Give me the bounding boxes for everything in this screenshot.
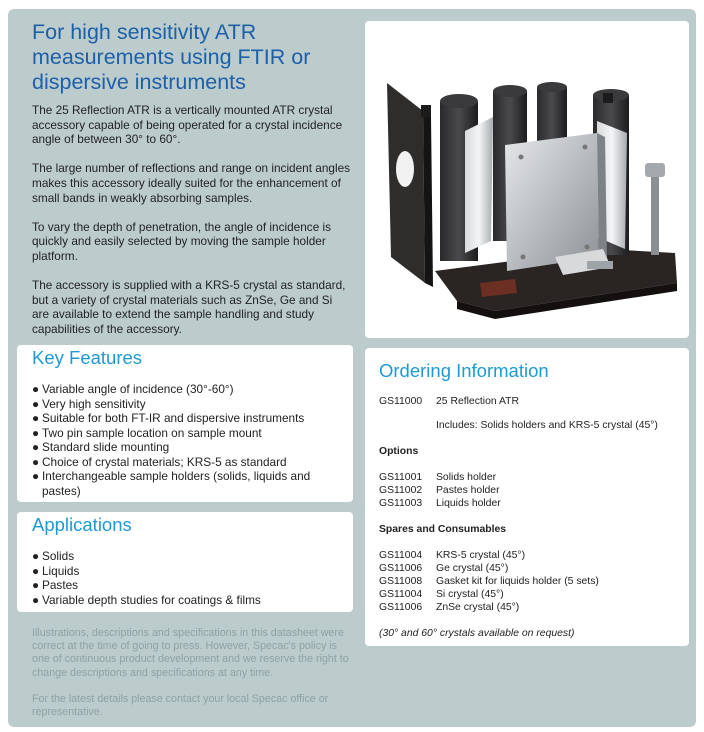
list-item: ● Variable angle of incidence (30°-60°) [32,382,234,396]
part-description: Gasket kit for liquids holder (5 sets) [436,576,599,587]
page-title: For high sensitivity ATR measurements using FTIR or dispersive instruments [32,20,311,94]
key-features-panel [17,345,353,502]
list-item: ● Solids [32,549,75,563]
key-features-heading: Key Features [32,347,143,368]
disclaimer-paragraph: Illustrations, descriptions and specifications in this datasheet were correct at the time of going to press. However, Specac's policy is one of continuous product development and we reserve the right to change descriptions and specifications at any time. [32,627,349,679]
key-features-list [32,382,332,498]
part-description: Si crystal (45°) [436,589,504,600]
list-item: ● Very high sensitivity [32,396,146,411]
bullet-icon: ● [32,578,40,592]
ordering-table [379,395,679,640]
list-item: ● Pastes [32,578,79,592]
ordering-row [379,484,679,497]
ordering-row [379,575,679,588]
disclaimer-text [32,627,350,732]
list-item: ● Suitable for both FT-IR and dispersive instruments [32,411,305,425]
part-description: Liquids holder [436,498,501,509]
intro-text [32,103,352,351]
list-item: ● Two pin sample location on sample mount [32,425,262,440]
bullet-icon: ● [32,454,40,469]
ordering-row [379,395,679,408]
list-item: ● Choice of crystal materials; KRS-5 as standard [32,454,287,469]
product-photo [365,21,689,338]
intro-paragraph: The large number of reflections and range on incident angles makes this accessory ideally suited for the enhancement of small bands in weakly absorbing samples. [32,161,351,205]
ordering-row [379,601,679,614]
ordering-information-panel [365,348,689,646]
part-code: GS11004 [379,589,423,600]
part-code: GS11003 [379,498,423,509]
applications-panel [17,512,353,612]
bullet-icon: ● [32,563,40,578]
part-description: Solids holder [436,472,497,483]
bullet-icon: ● [32,592,40,607]
bullet-icon: ● [32,411,40,425]
includes-text: Includes: Solids holders and KRS-5 crystal (45°) [436,420,658,431]
intro-paragraph: The 25 Reflection ATR is a vertically mounted ATR crystal accessory capable of being operated for a crystal incidence angle of between 30° to 60°. [32,103,343,147]
availability-note: (30° and 60° crystals available on request) [379,628,575,639]
part-code: GS11001 [379,472,423,483]
ordering-row [379,419,679,432]
part-description: 25 Reflection ATR [436,396,519,407]
part-description: Ge crystal (45°) [436,563,509,574]
list-item: ● Interchangeable sample holders (solids, liquids and pastes) [32,469,311,498]
bullet-icon: ● [32,440,40,454]
ordering-row [379,562,679,575]
bullet-icon: ● [32,469,40,483]
part-code: GS11006 [379,563,423,574]
ordering-row [379,497,679,510]
part-code: GS11002 [379,485,423,496]
intro-paragraph: The accessory is supplied with a KRS-5 crystal as standard, but a variety of crystal materials such as ZnSe, Ge and Si are available to extend the sample handling and study capabilities of the accessory. [32,278,346,336]
intro-paragraph: To vary the depth of penetration, the angle of incidence is quickly and easily selected by moving the sample holder platform. [32,219,332,263]
bullet-icon: ● [32,396,40,411]
part-description: Pastes holder [436,485,500,496]
part-code: GS11000 [379,396,423,407]
part-description: KRS-5 crystal (45°) [436,550,526,561]
part-description: ZnSe crystal (45°) [436,602,520,613]
ordering-row [379,471,679,484]
ordering-row [379,588,679,601]
applications-heading: Applications [32,514,132,535]
list-item: ● Liquids [32,563,80,578]
part-code: GS11008 [379,576,423,587]
ordering-heading: Ordering Information [379,360,549,381]
options-heading: Options [379,446,419,457]
bullet-icon: ● [32,549,40,563]
ordering-row [379,549,679,562]
part-code: GS11006 [379,602,423,613]
list-item: ● Standard slide mounting [32,440,170,454]
disclaimer-paragraph: For the latest details please contact your local Specac office or representative. [32,692,329,719]
list-item: ● Variable depth studies for coatings & films [32,592,261,607]
atr-accessory-illustration [365,21,689,338]
applications-list [32,549,342,607]
bullet-icon: ● [32,425,40,440]
part-code: GS11004 [379,550,423,561]
bullet-icon: ● [32,382,40,396]
spares-heading: Spares and Consumables [379,524,507,535]
